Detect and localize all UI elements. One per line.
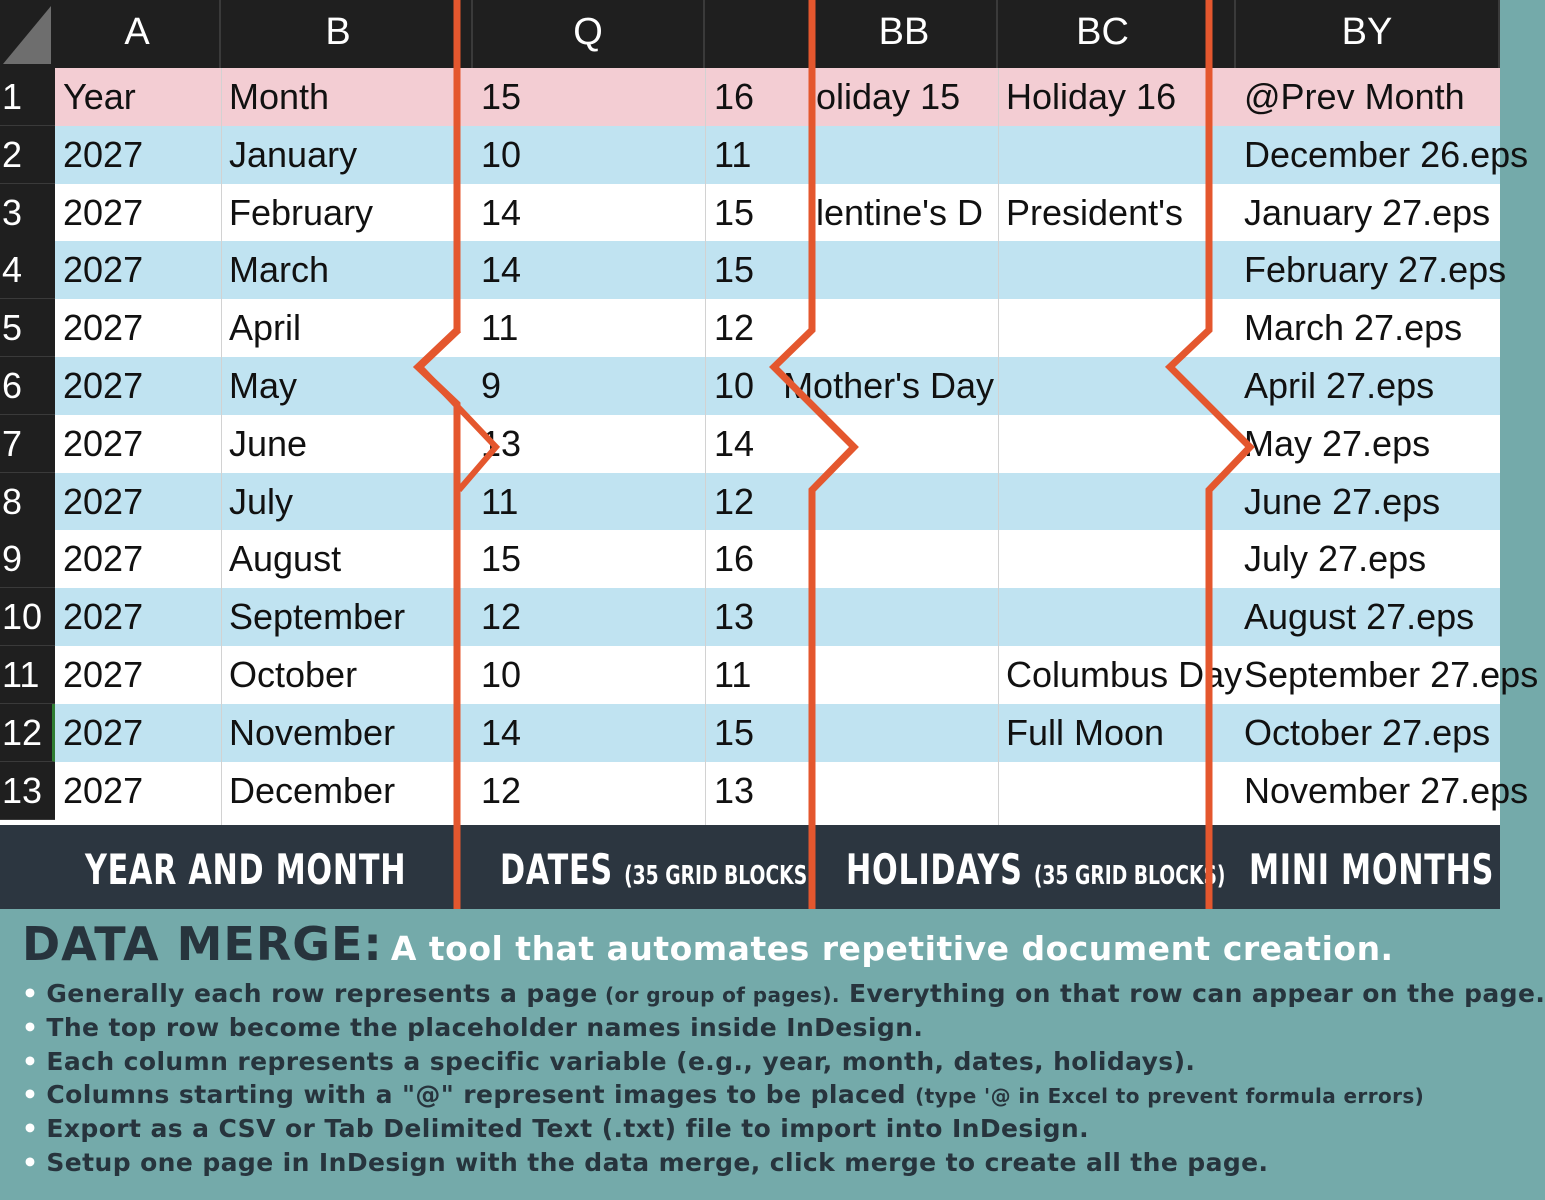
row-number[interactable]: 2 (0, 126, 55, 184)
cell-year[interactable]: 2027 (63, 307, 144, 349)
cell-date-16[interactable]: 13 (714, 769, 755, 811)
cell-year[interactable]: 2027 (63, 480, 144, 522)
row-number[interactable]: 6 (0, 357, 55, 415)
cell-prev-month[interactable]: @Prev Month (1244, 76, 1465, 117)
cell-holiday-16[interactable] (1006, 762, 1206, 820)
cell-holiday-16[interactable] (1006, 357, 1206, 415)
cell-date-15[interactable]: 11 (481, 307, 519, 349)
cell-date-15[interactable]: 10 (481, 133, 522, 175)
cell-holiday-15[interactable] (784, 530, 994, 588)
cell-holiday-16[interactable] (1006, 473, 1206, 531)
cell-date-16[interactable]: 10 (714, 365, 755, 406)
cell-date-15[interactable]: 14 (481, 711, 522, 753)
cell-month[interactable]: May (229, 365, 298, 406)
info-bullet-note: (type '@ in Excel to prevent formula errors) (915, 1084, 1425, 1109)
cell-prev-month[interactable]: March 27.eps (1244, 307, 1463, 349)
row-number[interactable]: 12 (0, 704, 55, 762)
column-header-a[interactable]: A (55, 0, 221, 68)
cell-date-16[interactable]: 11 (714, 133, 752, 175)
section-label-mini-months: MINI MONTHS (1249, 845, 1495, 894)
cell-holiday-16[interactable]: Holiday 16 (1006, 76, 1177, 117)
cell-date-15[interactable]: 15 (481, 76, 522, 117)
cell-holiday-16[interactable]: Full Moon (1006, 711, 1165, 753)
cell-month[interactable]: June (229, 422, 308, 464)
bullet-dot-icon: • (22, 1046, 39, 1076)
row-number[interactable]: 1 (0, 68, 55, 126)
column-gridline (705, 68, 706, 825)
cell-month[interactable]: December (229, 769, 396, 811)
cell-date-15[interactable]: 14 (481, 249, 522, 291)
cell-year[interactable]: 2027 (63, 654, 144, 695)
column-header-hidden[interactable] (1209, 0, 1236, 68)
cell-prev-month[interactable]: January 27.eps (1244, 191, 1491, 233)
cell-prev-month[interactable]: December 26.eps (1244, 133, 1529, 175)
row-number[interactable]: 8 (0, 473, 55, 531)
column-header-bb[interactable]: BB (812, 0, 998, 68)
cell-month[interactable]: April (229, 307, 302, 349)
cell-prev-month[interactable]: August 27.eps (1244, 596, 1475, 638)
info-panel (0, 909, 1545, 1200)
cell-date-15[interactable]: 12 (481, 596, 522, 638)
row-number[interactable]: 10 (0, 588, 55, 646)
cell-date-16[interactable]: 15 (714, 711, 755, 753)
info-bullet-text: Generally each row represents a page (46, 979, 598, 1008)
cell-holiday-16[interactable] (1006, 126, 1206, 184)
section-sublabel-holidays: (35 GRID BLOCKS) (1033, 861, 1226, 891)
cell-holiday-15[interactable] (784, 704, 994, 762)
cell-month[interactable]: September (229, 596, 406, 638)
cell-holiday-16[interactable]: President's (1006, 191, 1183, 233)
info-bullet-text: The top row become the placeholder names inside InDesign. (46, 1012, 924, 1042)
cell-year[interactable]: 2027 (63, 769, 144, 811)
row-number[interactable]: 13 (0, 762, 55, 820)
cell-date-16[interactable]: 15 (714, 249, 755, 291)
section-label-dates: DATES (35 GRID BLOCKS) (500, 845, 816, 894)
info-bullet (22, 1045, 1545, 1079)
cell-date-16[interactable]: 11 (714, 654, 752, 695)
cell-month[interactable]: July (229, 480, 294, 522)
cell-holiday-16[interactable] (1006, 530, 1206, 588)
info-bullet-text: Each column represents a specific variable (e.g., year, month, dates, holidays). (46, 1046, 1196, 1076)
cell-date-15[interactable]: 12 (481, 769, 522, 811)
cell-date-16[interactable]: 12 (714, 307, 755, 349)
select-all-triangle-icon (3, 6, 51, 64)
cell-prev-month[interactable]: November 27.eps (1244, 769, 1529, 811)
cell-year[interactable]: 2027 (63, 538, 144, 580)
info-bullet-rest: Everything on that row can appear on the page. (839, 979, 1545, 1008)
cell-year[interactable]: Year (63, 76, 136, 117)
cell-year[interactable]: 2027 (63, 365, 144, 406)
cell-date-16[interactable]: 16 (714, 538, 755, 580)
cell-date-16[interactable]: 16 (714, 76, 755, 117)
cell-date-15[interactable]: 11 (481, 480, 519, 522)
cell-date-16[interactable]: 15 (714, 191, 755, 233)
cell-year[interactable]: 2027 (63, 711, 144, 753)
column-gridline (998, 68, 999, 825)
cell-holiday-15[interactable] (784, 126, 994, 184)
column-header-by[interactable]: BY (1236, 0, 1500, 68)
info-bullet (22, 1011, 1545, 1045)
column-header-b[interactable]: B (221, 0, 457, 68)
cell-prev-month[interactable]: February 27.eps (1244, 249, 1507, 291)
cell-year[interactable]: 2027 (63, 191, 144, 233)
cell-date-15[interactable]: 14 (481, 191, 522, 233)
select-all-corner[interactable] (0, 0, 55, 68)
cell-prev-month[interactable]: October 27.eps (1244, 711, 1491, 753)
section-label-year-month: YEAR AND MONTH (85, 845, 407, 894)
column-header-bc[interactable]: BC (998, 0, 1209, 68)
row-number[interactable]: 7 (0, 415, 55, 473)
info-title-row (22, 917, 1394, 971)
cell-month[interactable]: February (229, 191, 374, 233)
cell-holiday-16[interactable] (1006, 299, 1206, 357)
cell-prev-month[interactable]: May 27.eps (1244, 422, 1431, 464)
cell-date-15[interactable]: 9 (481, 365, 502, 406)
cell-holiday-15[interactable] (784, 415, 994, 473)
info-bullet-list (22, 977, 1545, 1180)
cell-date-16[interactable]: 14 (714, 422, 755, 464)
cell-prev-month[interactable]: June 27.eps (1244, 480, 1441, 522)
cell-holiday-16[interactable]: Columbus Day (1006, 654, 1243, 695)
info-bullet-note: (or group of pages). (597, 983, 840, 1007)
cell-holiday-15[interactable]: Mother's Day (783, 365, 994, 406)
cell-month[interactable]: August (229, 538, 342, 580)
cell-holiday-16[interactable] (1006, 241, 1206, 299)
cell-prev-month[interactable]: September 27.eps (1244, 654, 1539, 695)
info-bullet-text: Export as a CSV or Tab Delimited Text (.txt) file to import into InDesign. (46, 1114, 1089, 1144)
cell-holiday-15[interactable] (784, 588, 994, 646)
cell-month[interactable]: October (229, 654, 358, 695)
info-bullet (22, 977, 1545, 1011)
column-header-q[interactable]: Q (473, 0, 705, 68)
cell-holiday-15[interactable] (784, 646, 994, 704)
cell-year[interactable]: 2027 (63, 133, 144, 175)
info-subtitle: A tool that automates repetitive document creation. (390, 929, 1394, 968)
cell-holiday-15[interactable] (784, 762, 994, 820)
bullet-dot-icon: • (22, 1080, 39, 1110)
cell-holiday-15[interactable] (784, 241, 994, 299)
info-bullet-text: Columns starting with a "@" represent images to be placed (46, 1080, 916, 1110)
cell-holiday-16[interactable] (1006, 415, 1206, 473)
cell-holiday-15[interactable] (784, 299, 994, 357)
cell-holiday-15[interactable] (784, 473, 994, 531)
cell-year[interactable]: 2027 (63, 249, 144, 291)
section-label-holidays: HOLIDAYS (35 GRID BLOCKS) (846, 845, 1226, 894)
row-number[interactable]: 11 (0, 646, 55, 704)
cell-date-16[interactable]: 13 (714, 596, 755, 638)
bullet-dot-icon: • (22, 1147, 39, 1177)
cell-holiday-15[interactable]: lentine's D (816, 191, 983, 233)
row-number[interactable]: 9 (0, 530, 55, 588)
cell-year[interactable]: 2027 (63, 596, 144, 638)
cell-holiday-15[interactable]: oliday 15 (816, 76, 961, 117)
info-bullet (22, 1146, 1545, 1180)
info-bullet (22, 1078, 1545, 1112)
cell-date-15[interactable]: 13 (481, 422, 522, 464)
cell-month[interactable]: January (229, 133, 358, 175)
cell-month[interactable]: Month (229, 76, 330, 117)
cell-month[interactable]: November (229, 711, 396, 753)
section-sublabel-dates: (35 GRID BLOCKS) (624, 861, 816, 891)
section-label-bar (0, 825, 1500, 909)
cell-holiday-16[interactable] (1006, 588, 1206, 646)
bullet-dot-icon: • (22, 1114, 39, 1144)
column-header-hidden[interactable] (457, 0, 473, 68)
cell-year[interactable]: 2027 (63, 422, 144, 464)
cell-prev-month[interactable]: April 27.eps (1244, 365, 1435, 406)
row-number[interactable]: 4 (0, 241, 55, 299)
cell-date-15[interactable]: 15 (481, 538, 522, 580)
row-number[interactable]: 3 (0, 184, 55, 242)
bullet-dot-icon: • (22, 979, 39, 1008)
column-gridline (221, 68, 222, 825)
cell-month[interactable]: March (229, 249, 330, 291)
info-bullet (22, 1112, 1545, 1146)
cell-date-15[interactable]: 10 (481, 654, 522, 695)
column-header-hidden[interactable] (705, 0, 812, 68)
cell-date-16[interactable]: 12 (714, 480, 755, 522)
row-number[interactable]: 5 (0, 299, 55, 357)
info-bullet-text: Setup one page in InDesign with the data merge, click merge to create all the page. (46, 1147, 1269, 1177)
info-title: DATA MERGE: (22, 917, 383, 971)
cell-prev-month[interactable]: July 27.eps (1244, 538, 1427, 580)
bullet-dot-icon: • (22, 1012, 39, 1042)
